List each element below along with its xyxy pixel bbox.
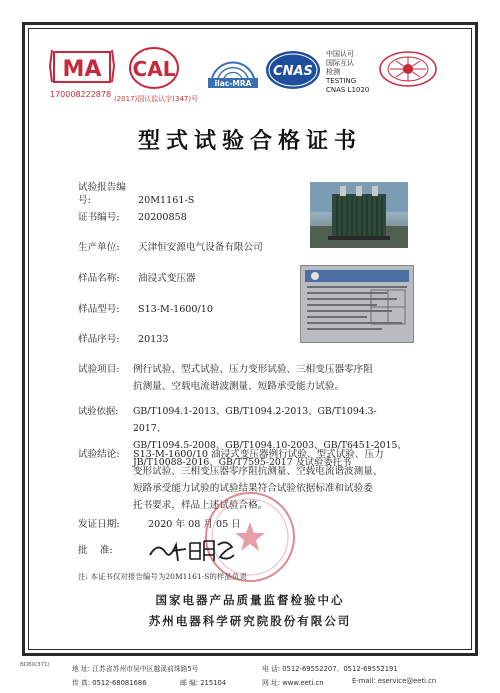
field-approval: 批 准: xyxy=(78,545,113,556)
contact-post: 邮 编: 215104 xyxy=(180,679,227,687)
svg-text:CAL: CAL xyxy=(132,57,176,81)
nameplate-photo xyxy=(300,265,414,343)
cma-mark-icon xyxy=(48,46,116,86)
contact-web: 网 址: www.eeti.cn xyxy=(262,679,324,687)
ilac-mark-icon xyxy=(204,48,262,92)
cal-caption: (2017)国认监认字(347)号 xyxy=(114,95,199,103)
cma-logo xyxy=(48,46,116,99)
cnas-mark-icon xyxy=(264,48,322,92)
svg-text:CNAS: CNAS xyxy=(273,64,313,79)
contact-email: E-mail: eservice@eeti.cn xyxy=(352,677,437,685)
cal-logo xyxy=(114,46,199,103)
field-manufacturer: 生产单位: 天津恒安源电气设备有限公司 xyxy=(78,242,263,253)
contact-address: 地 址: 江苏省苏州市吴中区越溪前珠路5号 xyxy=(72,665,199,673)
section-test-basis: 试验依据: GB/T1094.1-2013、GB/T1094.2-2013、GB/T1094.3-2017、 GB/T1094.5-2008、GB/T1094.10-2003、GB/T6451-2015、 JB/T10088-2016、GB/T7595-2017 及试验委托书 xyxy=(78,406,407,468)
cal-mark-icon xyxy=(126,46,182,90)
cnas-logo xyxy=(264,48,322,96)
issuer-national-center: 国家电器产品质量监督检验中心 xyxy=(155,593,345,607)
certificate-title: 型式试验合格证书 xyxy=(137,129,362,154)
eeti-mark-icon xyxy=(378,50,438,88)
ilac-logo xyxy=(204,48,262,96)
field-report-number: 试验报告编号: 20M1161-S xyxy=(78,182,195,206)
transformer-image xyxy=(310,182,408,248)
eeti-logo xyxy=(378,50,438,92)
field-issue-date: 发证日期: 2020 年 08 月 05 日 xyxy=(78,519,241,530)
cma-number: 170008222878 xyxy=(50,90,112,99)
section-test-items: 试验项目: 例行试验、型式试验、压力变形试验、三相变压器零序阻 抗测量、空载电流谐波测量、短路承受能力试验。 xyxy=(78,364,373,392)
field-sample-serial: 样品序号: 20133 xyxy=(78,334,169,345)
field-sample-name: 样品名称: 油浸式变压器 xyxy=(78,273,196,284)
transformer-photo xyxy=(310,182,408,248)
nameplate-image xyxy=(301,266,413,342)
issuer-research-institute: 苏州电器科学研究院股份有限公司 xyxy=(148,614,352,628)
cnas-text: 中国认可 国际互认 检测 TESTING CNAS L1020 xyxy=(326,50,370,94)
signature-icon xyxy=(146,535,236,565)
field-certificate-number: 证书编号: 20200858 xyxy=(78,212,187,223)
certificate-note: 注: 本证书仅对报告编号为20M1161-S的样品负责 xyxy=(78,572,247,581)
approver-signature xyxy=(146,535,236,569)
contact-tel: 电 话: 0512-69552207、0512-69552191 xyxy=(262,665,398,673)
field-sample-model: 样品型号: S13-M-1600/10 xyxy=(78,304,213,315)
svg-text:MA: MA xyxy=(62,57,102,82)
form-code: BD80(371) xyxy=(20,662,50,668)
accreditation-logos xyxy=(44,46,464,108)
svg-text:ilac-MRA: ilac-MRA xyxy=(214,79,252,88)
contact-fax: 传 真: 0512-68081686 xyxy=(72,679,147,687)
section-conclusion: 试验结论: S13-M-1600/10 油浸式变压器例行试验、型式试验、压力 变形试验、三相变压器零序阻抗测量、空载电流谐波测量、 短路承受能力试验的试验结果符合试验依据标准和试验委 托书要求，样品上述试验合格。 xyxy=(78,449,384,511)
